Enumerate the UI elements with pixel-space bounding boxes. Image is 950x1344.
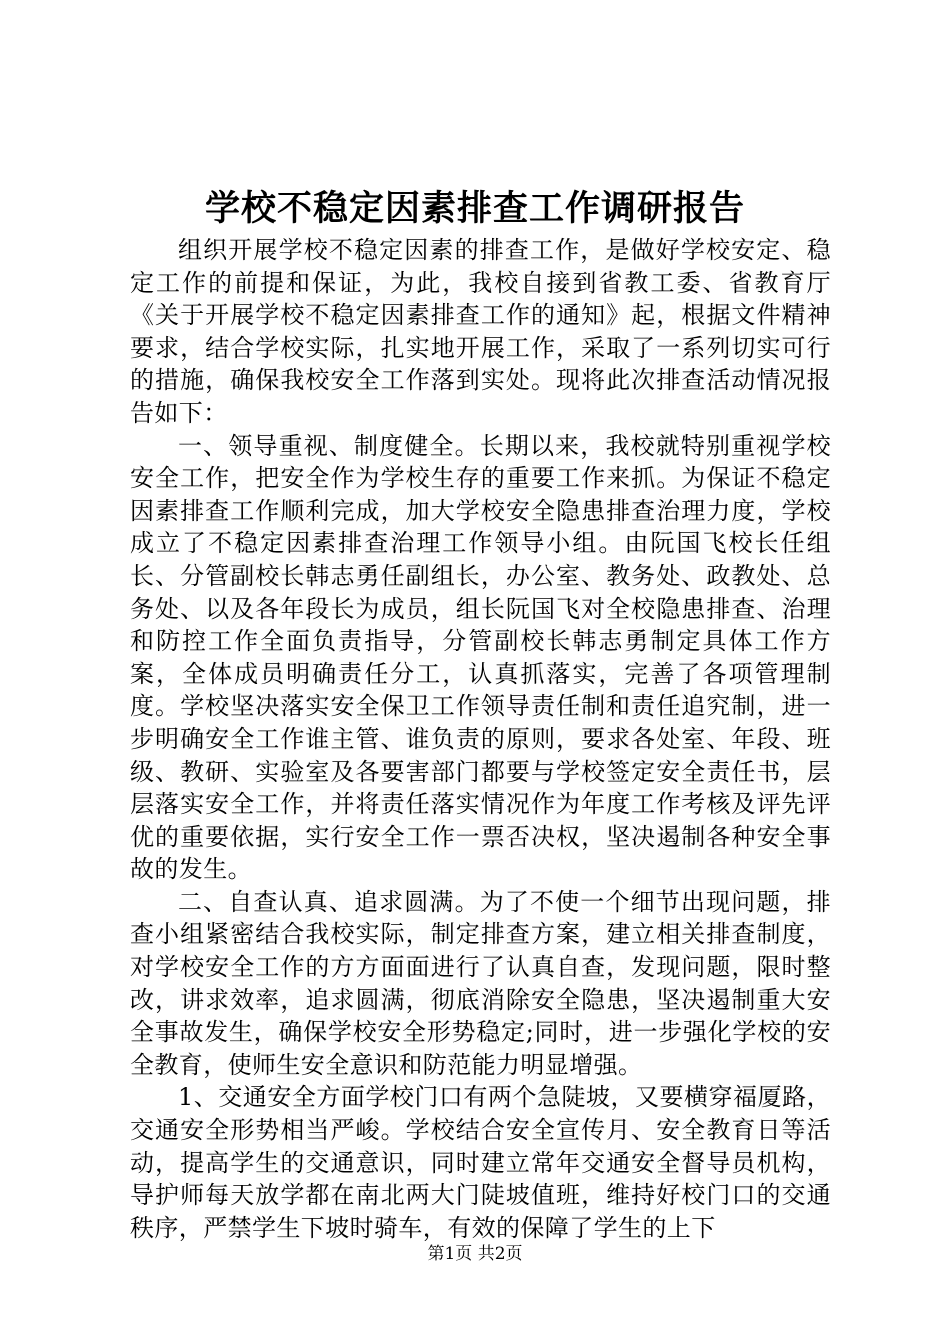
paragraph-section-1: 一、领导重视、制度健全。长期以来，我校就特别重视学校安全工作，把安全作为学校生存的重要工作来抓。为保证不稳定因素排查工作顺利完成，加大学校安全隐患排查治理力度，学校成立了不稳定因素排查治理工作领导小组。由阮国飞校长任组长、分管副校长韩志勇任副组长，办公室、教务处、政教处、总务处、以及各年段长为成员，组长阮国飞对全校隐患排查、治理和防控工作全面负责指导，分管副校长韩志勇制定具体工作方案，全体成员明确责任分工，认真抓落实，完善了各项管理制度。学校坚决落实安全保卫工作领导责任制和责任追究制，进一步明确安全工作谁主管、谁负责的原则，要求各处室、年段、班级、教研、实验室及各要害部门都要与学校签定安全责任书，层层落实安全工作，并将责任落实情况作为年度工作考核及评先评优的重要依据，实行安全工作一票否决权，坚决遏制各种安全事故的发生。 — [130, 431, 831, 884]
paragraph-intro: 组织开展学校不稳定因素的排查工作，是做好学校安定、稳定工作的前提和保证，为此，我校自接到省教工委、省教育厅《关于开展学校不稳定因素排查工作的通知》起，根据文件精神要求，结合学校实际，扎实地开展工作，采取了一系列切实可行的措施，确保我校安全工作落到实处。现将此次排查活动情况报告如下： — [130, 236, 831, 427]
document-title: 学校不稳定因素排查工作调研报告 — [204, 188, 745, 229]
document-body — [130, 234, 831, 1244]
page-footer: 第1页 共2页 — [427, 1244, 523, 1264]
paragraph-item-1: 1、交通安全方面学校门口有两个急陡坡，又要横穿福厦路，交通安全形势相当严峻。学校结合安全宣传月、安全教育日等活动，提高学生的交通意识，同时建立常年交通安全督导员机构，导护师每天放学都在南北两大门陡坡值班，维持好校门口的交通秩序，严禁学生下坡时骑车，有效的保障了学生的上下 — [130, 1083, 831, 1242]
paragraph-section-2: 二、自查认真、追求圆满。为了不使一个细节出现问题，排查小组紧密结合我校实际，制定排查方案，建立相关排查制度，对学校安全工作的方方面面进行了认真自查，发现问题，限时整改，讲求效率，追求圆满，彻底消除安全隐患，坚决遏制重大安全事故发生，确保学校安全形势稳定;同时，进一步强化学校的安全教育，使师生安全意识和防范能力明显增强。 — [130, 887, 831, 1079]
